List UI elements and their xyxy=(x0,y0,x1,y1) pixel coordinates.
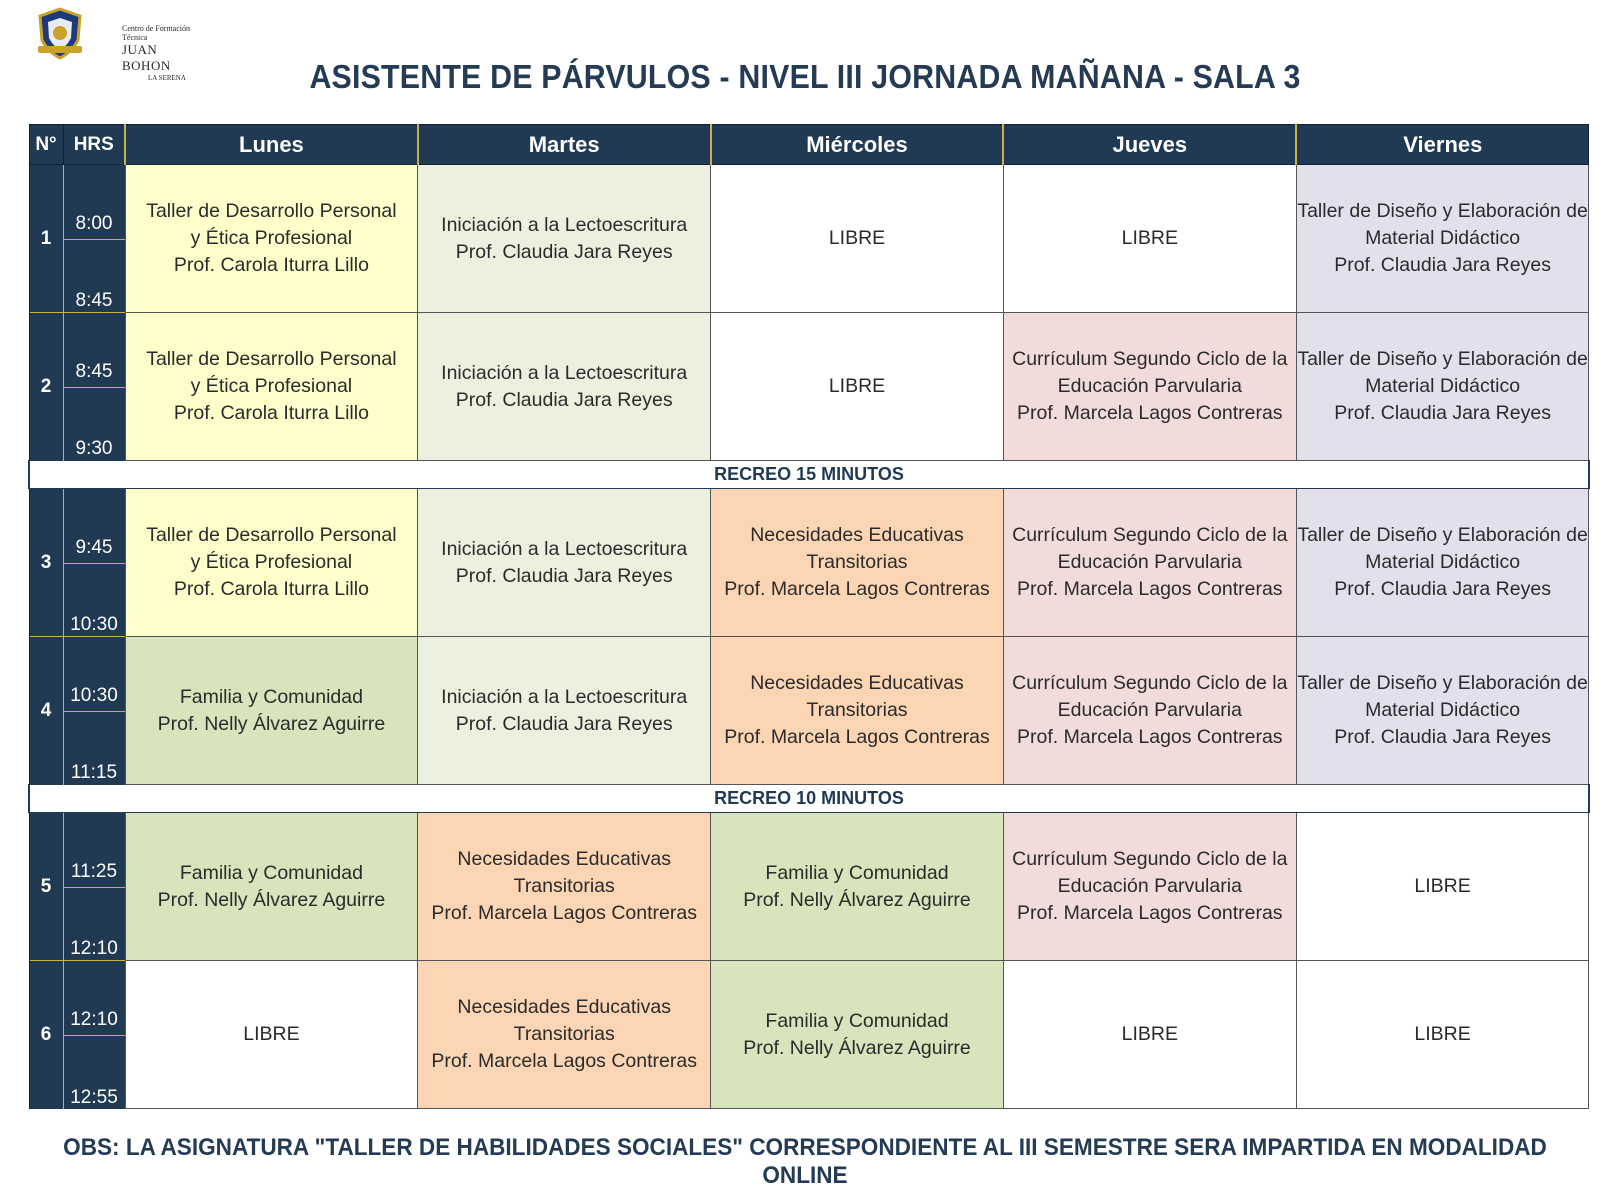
class-cell-viernes xyxy=(1296,961,1589,1109)
class-cell-martes xyxy=(418,813,711,961)
observation-note: OBS: LA ASIGNATURA "TALLER DE HABILIDADES SOCIALES" CORRESPONDIENTE AL III SEMESTRE SERA IMPARTIDA EN MODALIDAD ONLINE xyxy=(63,1134,1547,1189)
break-label: RECREO 15 MINUTOS xyxy=(29,461,1589,489)
class-cell-line: Iniciación a la Lectoescritura xyxy=(441,361,688,384)
class-cell-line: Material Didáctico xyxy=(1365,699,1521,721)
class-cell-miercoles xyxy=(711,637,1004,785)
period-end-time: 9:30 xyxy=(75,438,113,459)
schedule-row xyxy=(29,489,1589,637)
header-num: N° xyxy=(29,125,63,165)
class-cell-line: Currículum Segundo Ciclo de la xyxy=(1012,672,1288,694)
hours-divider xyxy=(64,387,125,388)
class-cell-line: Educación Parvularia xyxy=(1057,375,1242,397)
period-number: 2 xyxy=(29,313,63,461)
class-cell-line: Material Didáctico xyxy=(1365,375,1521,397)
period-start-time: 10:30 xyxy=(70,685,118,706)
class-cell-line: Prof. Claudia Jara Reyes xyxy=(455,712,673,735)
class-cell-line: Prof. Nelly Álvarez Aguirre xyxy=(157,712,386,735)
period-number: 1 xyxy=(29,165,63,313)
hours-divider xyxy=(64,563,125,564)
class-cell-line: Transitorias xyxy=(806,551,908,573)
class-cell-line: Taller de Diseño y Elaboración de xyxy=(1297,200,1588,222)
schedule-row xyxy=(29,313,1589,461)
class-cell-martes xyxy=(418,637,711,785)
class-cell-lunes xyxy=(125,637,418,785)
class-cell-line: Taller de Desarrollo Personal xyxy=(146,348,397,370)
class-cell-line: Iniciación a la Lectoescritura xyxy=(441,213,688,236)
class-cell-line: LIBRE xyxy=(828,375,886,397)
class-cell-line: Iniciación a la Lectoescritura xyxy=(441,537,688,560)
period-end-time: 12:55 xyxy=(70,1086,118,1108)
institution-logo xyxy=(32,6,192,82)
class-cell-line: Prof. Claudia Jara Reyes xyxy=(1334,254,1551,276)
break-row xyxy=(29,785,1589,813)
period-end-time: 10:30 xyxy=(70,614,118,635)
class-cell-viernes xyxy=(1296,313,1589,461)
period-start-time: 11:25 xyxy=(70,861,118,882)
class-cell-miercoles xyxy=(711,489,1004,637)
period-start-time: 12:10 xyxy=(70,1009,118,1030)
period-hours xyxy=(63,313,125,461)
break-row xyxy=(29,461,1589,489)
class-cell-line: Currículum Segundo Ciclo de la xyxy=(1012,524,1288,546)
class-cell-jueves xyxy=(1003,165,1296,313)
period-start-time: 9:45 xyxy=(75,537,113,558)
period-hours xyxy=(63,489,125,637)
class-cell-miercoles xyxy=(711,313,1004,461)
header-hrs: HRS xyxy=(63,125,125,165)
class-cell-line: Prof. Marcela Lagos Contreras xyxy=(1017,578,1283,600)
period-hours xyxy=(63,165,125,313)
class-cell-lunes xyxy=(125,165,418,313)
break-label: RECREO 10 MINUTOS xyxy=(29,785,1589,813)
class-cell-line: Prof. Marcela Lagos Contreras xyxy=(724,726,990,748)
header-day-lunes: Lunes xyxy=(125,125,418,165)
header-day-jueves: Jueves xyxy=(1003,125,1296,165)
class-cell-line: Necesidades Educativas xyxy=(457,996,671,1018)
page-title: ASISTENTE DE PÁRVULOS - NIVEL III JORNADA MAÑANA - SALA 3 xyxy=(309,58,1301,95)
period-start-time: 8:45 xyxy=(75,361,113,382)
class-cell-line: Currículum Segundo Ciclo de la xyxy=(1012,848,1288,870)
period-number: 5 xyxy=(29,813,63,961)
class-cell-line: Material Didáctico xyxy=(1365,227,1521,249)
header-day-martes: Martes xyxy=(418,125,711,165)
class-cell-line: Prof. Carola Iturra Lillo xyxy=(173,578,369,600)
class-cell-line: Taller de Diseño y Elaboración de xyxy=(1297,348,1588,370)
class-cell-line: LIBRE xyxy=(1121,1023,1178,1045)
class-cell-line: Prof. Claudia Jara Reyes xyxy=(455,388,673,411)
class-cell-line: Familia y Comunidad xyxy=(765,1009,949,1032)
class-cell-line: Prof. Claudia Jara Reyes xyxy=(455,564,673,587)
class-cell-line: LIBRE xyxy=(1414,1023,1471,1045)
class-cell-line: y Ética Profesional xyxy=(190,551,353,573)
class-cell-line: Educación Parvularia xyxy=(1057,551,1242,573)
class-cell-line: Prof. Nelly Álvarez Aguirre xyxy=(157,888,386,911)
period-hours xyxy=(63,961,125,1109)
class-cell-jueves xyxy=(1003,961,1296,1109)
header-day-miercoles: Miércoles xyxy=(711,125,1004,165)
schedule-table xyxy=(28,124,1590,1109)
class-cell-line: Transitorias xyxy=(513,875,615,897)
class-cell-line: Prof. Marcela Lagos Contreras xyxy=(1017,902,1283,924)
class-cell-jueves xyxy=(1003,637,1296,785)
period-number: 6 xyxy=(29,961,63,1109)
schedule-row xyxy=(29,813,1589,961)
class-cell-line: Prof. Claudia Jara Reyes xyxy=(1334,726,1551,748)
class-cell-viernes xyxy=(1296,813,1589,961)
class-cell-line: Taller de Diseño y Elaboración de xyxy=(1297,524,1588,546)
class-cell-line: LIBRE xyxy=(828,227,886,249)
class-cell-line: Transitorias xyxy=(806,699,908,721)
class-cell-line: Necesidades Educativas xyxy=(750,672,964,694)
class-cell-jueves xyxy=(1003,813,1296,961)
class-cell-line: Prof. Marcela Lagos Contreras xyxy=(431,902,697,924)
class-cell-line: Prof. Carola Iturra Lillo xyxy=(173,402,369,424)
period-number: 4 xyxy=(29,637,63,785)
class-cell-martes xyxy=(418,489,711,637)
class-cell-martes xyxy=(418,313,711,461)
period-end-time: 8:45 xyxy=(75,290,113,311)
hours-divider xyxy=(64,239,125,240)
crest-icon xyxy=(32,6,88,62)
class-cell-line: Educación Parvularia xyxy=(1057,875,1242,897)
class-cell-line: Prof. Carola Iturra Lillo xyxy=(173,254,369,276)
class-cell-miercoles xyxy=(711,961,1004,1109)
class-cell-line: Prof. Marcela Lagos Contreras xyxy=(1017,402,1283,424)
class-cell-line: Taller de Desarrollo Personal xyxy=(146,200,397,222)
period-end-time: 11:15 xyxy=(70,762,118,783)
class-cell-line: Prof. Claudia Jara Reyes xyxy=(455,240,673,263)
class-cell-line: Educación Parvularia xyxy=(1057,699,1242,721)
period-hours xyxy=(63,813,125,961)
hours-divider xyxy=(64,1035,125,1036)
class-cell-line: LIBRE xyxy=(1414,875,1471,897)
period-start-time: 8:00 xyxy=(75,213,113,234)
class-cell-jueves xyxy=(1003,313,1296,461)
class-cell-miercoles xyxy=(711,813,1004,961)
class-cell-line: Prof. Nelly Álvarez Aguirre xyxy=(743,888,971,911)
class-cell-line: y Ética Profesional xyxy=(190,227,353,249)
logo-name: JUAN BOHON xyxy=(122,42,171,73)
class-cell-line: Prof. Nelly Álvarez Aguirre xyxy=(743,1036,971,1059)
class-cell-line: Prof. Claudia Jara Reyes xyxy=(1334,402,1551,424)
class-cell-line: Prof. Marcela Lagos Contreras xyxy=(724,578,990,600)
class-cell-line: Prof. Claudia Jara Reyes xyxy=(1334,578,1551,600)
class-cell-line: Material Didáctico xyxy=(1365,551,1521,573)
period-hours xyxy=(63,637,125,785)
class-cell-viernes xyxy=(1296,637,1589,785)
class-cell-line: Transitorias xyxy=(513,1023,615,1045)
class-cell-line: Taller de Desarrollo Personal xyxy=(146,524,397,546)
class-cell-line: Familia y Comunidad xyxy=(179,685,363,708)
schedule-row xyxy=(29,637,1589,785)
class-cell-jueves xyxy=(1003,489,1296,637)
class-cell-lunes xyxy=(125,489,418,637)
class-cell-viernes xyxy=(1296,165,1589,313)
schedule-row xyxy=(29,165,1589,313)
class-cell-line: LIBRE xyxy=(243,1023,300,1045)
period-end-time: 12:10 xyxy=(70,938,118,959)
class-cell-lunes xyxy=(125,813,418,961)
hours-divider xyxy=(64,887,125,888)
hours-divider xyxy=(64,711,125,712)
class-cell-line: Prof. Marcela Lagos Contreras xyxy=(431,1050,697,1072)
schedule-row xyxy=(29,961,1589,1109)
class-cell-line: Iniciación a la Lectoescritura xyxy=(441,685,688,708)
class-cell-line: Familia y Comunidad xyxy=(765,861,949,884)
class-cell-line: y Ética Profesional xyxy=(190,375,353,397)
class-cell-line: Familia y Comunidad xyxy=(179,861,363,884)
header-day-viernes: Viernes xyxy=(1296,125,1589,165)
class-cell-martes xyxy=(418,961,711,1109)
class-cell-line: Prof. Marcela Lagos Contreras xyxy=(1017,726,1283,748)
class-cell-lunes xyxy=(125,313,418,461)
schedule-body xyxy=(29,165,1589,1109)
class-cell-miercoles xyxy=(711,165,1004,313)
class-cell-line: Necesidades Educativas xyxy=(750,524,964,546)
logo-city: LA SERENA xyxy=(148,74,186,82)
logo-subtitle: Centro de Formación Técnica xyxy=(122,24,190,42)
class-cell-line: Currículum Segundo Ciclo de la xyxy=(1012,348,1288,370)
class-cell-line: Necesidades Educativas xyxy=(457,848,671,870)
class-cell-martes xyxy=(418,165,711,313)
class-cell-line: LIBRE xyxy=(1121,227,1178,249)
period-number: 3 xyxy=(29,489,63,637)
class-cell-viernes xyxy=(1296,489,1589,637)
class-cell-line: Taller de Diseño y Elaboración de xyxy=(1297,672,1588,694)
class-cell-lunes xyxy=(125,961,418,1109)
